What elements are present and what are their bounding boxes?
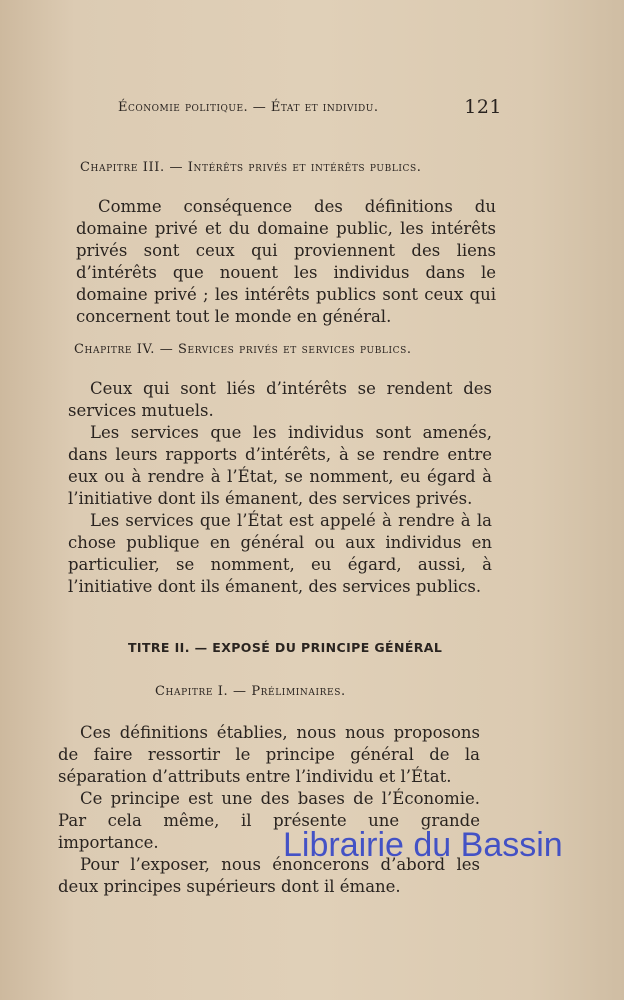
- paragraph: Pour l’exposer, nous énoncerons d’abord les deux principes supérieurs dont il émane.: [58, 855, 480, 896]
- watermark: Librairie du Bassin: [283, 826, 563, 864]
- paragraph: Les services que les individus sont amenés, dans leurs rapports d’intérêts, à se rendre entre eux ou à rendre à l’État, se nomment, eu égard à l’initiative dont ils émanent, des services privés.: [68, 423, 492, 508]
- paragraph: Ces définitions établies, nous nous proposons de faire ressortir le principe général de la séparation d’attributs entre l’individu et l’État.: [58, 723, 480, 786]
- chapter-3-heading: Chapitre III. — Intérêts privés et intérêts publics.: [80, 160, 422, 175]
- chapter-1-body: [58, 722, 480, 898]
- chapter-4-body: [68, 378, 492, 598]
- paragraph: Les services que l’État est appelé à rendre à la chose publique en général ou aux individus en particulier, se nomment, eu égard, aussi, à l’initiative dont ils émanent, des services publics.: [68, 511, 492, 596]
- running-title: Économie politique. — État et individu.: [118, 100, 379, 115]
- paragraph: Ceux qui sont liés d’intérêts se rendent des services mutuels.: [68, 379, 492, 420]
- chapter-1-heading: Chapitre I. — Préliminaires.: [155, 684, 346, 699]
- chapter-4-heading: Chapitre IV. — Services privés et services publics.: [74, 342, 412, 357]
- title-heading: TITRE II. — EXPOSÉ DU PRINCIPE GÉNÉRAL: [128, 640, 443, 655]
- paragraph: Comme conséquence des définitions du domaine privé et du domaine public, les intérêts privés sont ceux qui proviennent des liens d’intérêts que nouent les individus dans le domaine privé ; les intérêts publics sont ceux qui concernent tout le monde en général.: [76, 197, 496, 326]
- chapter-3-body: [76, 196, 496, 328]
- page-number: 121: [464, 96, 502, 118]
- paragraph: Ce principe est une des bases de l’Économie. Par cela même, il présente une grande importance.: [58, 789, 480, 852]
